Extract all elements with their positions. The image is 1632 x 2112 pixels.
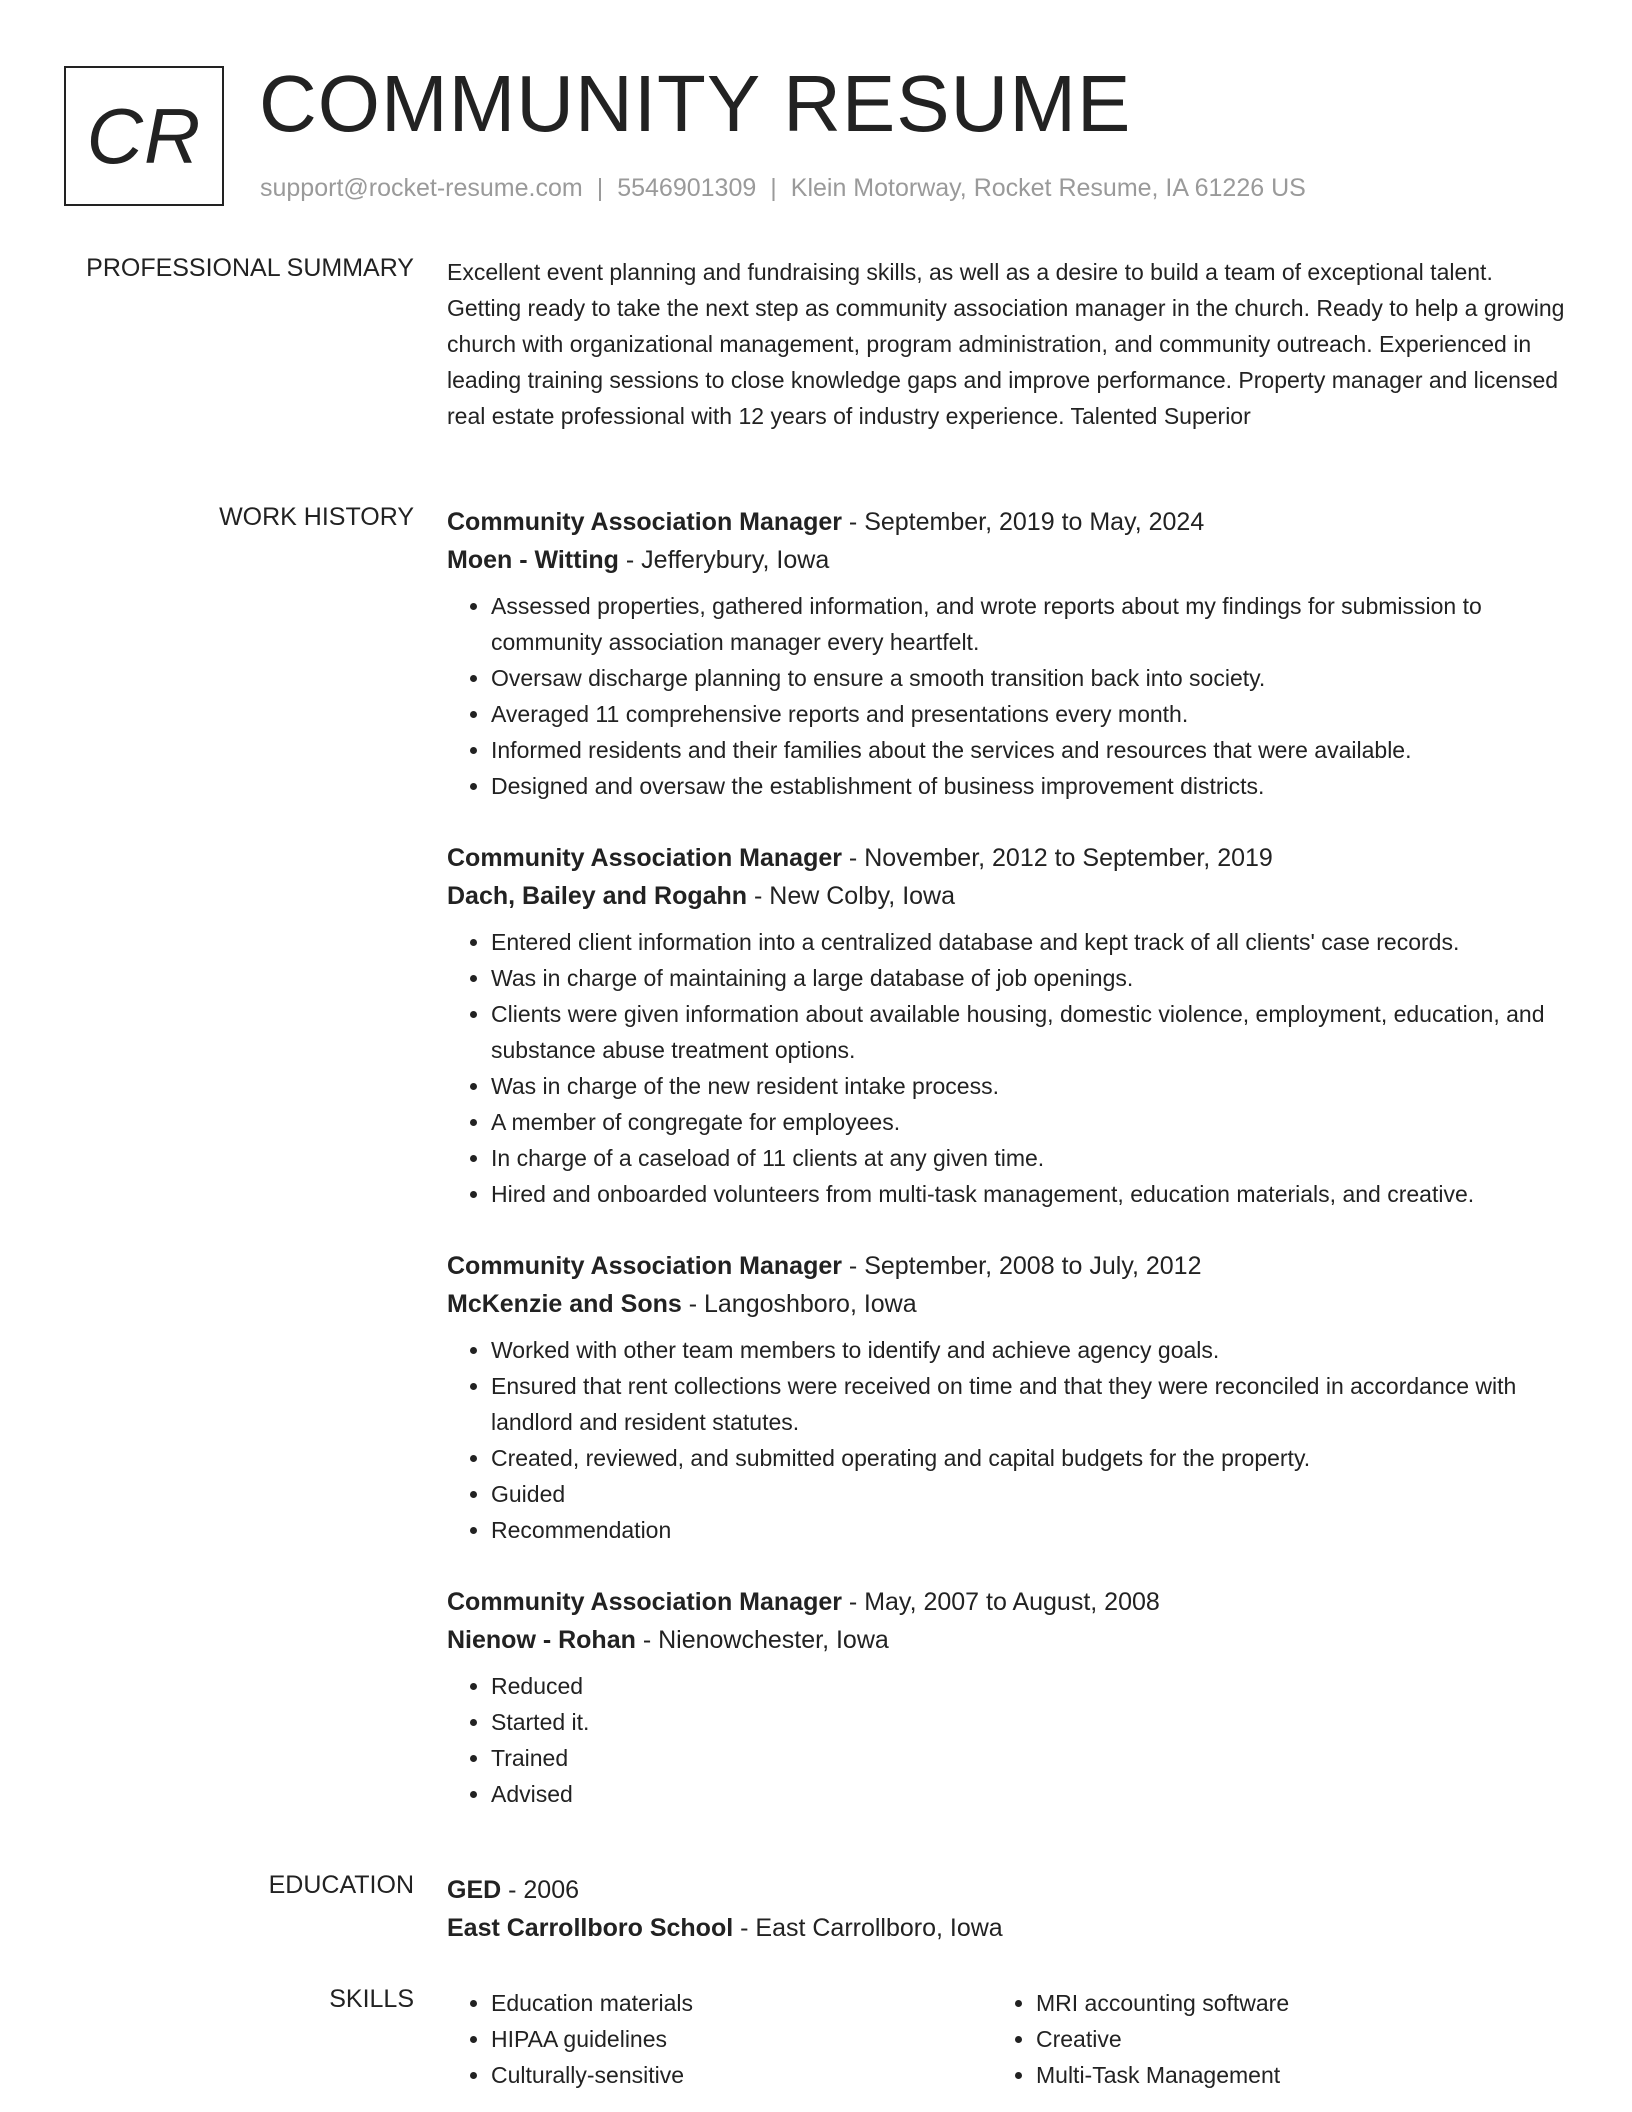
bullet-item: • Worked with other team members to identify and achieve agency goals. [491, 1332, 1568, 1368]
bullet-item: • Guided [491, 1476, 1568, 1512]
skills-list-right [992, 1985, 1537, 2093]
bullet-item: • Was in charge of the new resident intake process. [491, 1068, 1568, 1104]
job-company: Nienow - Rohan [447, 1626, 636, 1654]
section-label-summary: PROFESSIONAL SUMMARY [86, 254, 414, 282]
job-bullets [447, 1668, 1568, 1812]
job-title-line [447, 1583, 1568, 1621]
bullet-item: • Averaged 11 comprehensive reports and presentations every month. [491, 696, 1568, 732]
education-year: - 2006 [501, 1876, 580, 1904]
job-bullets [447, 924, 1568, 1212]
contact-email: support@rocket-resume.com [260, 174, 583, 202]
job-bullets [447, 588, 1568, 804]
contact-address: Klein Motorway, Rocket Resume, IA 61226 US [790, 174, 1306, 202]
job-title: Community Association Manager [447, 844, 842, 872]
skills-list-left [447, 1985, 992, 2093]
bullet-item: • Ensured that rent collections were received on time and that they were reconciled in accordance with landlord and resident statutes. [491, 1368, 1568, 1440]
job-location: - Langoshboro, Iowa [681, 1290, 917, 1318]
job-company-line [447, 1285, 1568, 1323]
job-company-line [447, 877, 1568, 915]
job-title-line [447, 503, 1568, 541]
skills-columns [447, 1985, 1568, 2093]
bullet-item: • Hired and onboarded volunteers from multi-task management, education materials, and creative. [491, 1176, 1568, 1212]
skill-item: • Culturally-sensitive [491, 2057, 992, 2093]
job-dates: - September, 2019 to May, 2024 [841, 508, 1205, 536]
job-title: Community Association Manager [447, 508, 842, 536]
skill-item: • Creative [1036, 2021, 1537, 2057]
skill-item: • HIPAA guidelines [491, 2021, 992, 2057]
section-label-education: EDUCATION [268, 1871, 414, 1899]
skill-item: • Education materials [491, 1985, 992, 2021]
contact-phone: 5546901309 [617, 174, 757, 202]
bullet-item: • Oversaw discharge planning to ensure a smooth transition back into society. [491, 660, 1568, 696]
job-company: Moen - Witting [447, 546, 619, 574]
job-dates: - November, 2012 to September, 2019 [841, 844, 1273, 872]
bullet-item: • Recommendation [491, 1512, 1568, 1548]
bullet-item: • Created, reviewed, and submitted operating and capital budgets for the property. [491, 1440, 1568, 1476]
section-label-work-history: WORK HISTORY [219, 503, 414, 531]
job-company-line [447, 541, 1568, 579]
bullet-item: • Reduced [491, 1668, 1568, 1704]
contact-line [260, 174, 1306, 203]
resume-header [64, 59, 1568, 211]
education-degree: GED [447, 1876, 502, 1904]
job-entry [447, 1247, 1568, 1548]
job-entry [447, 1583, 1568, 1812]
bullet-item: • In charge of a caseload of 11 clients at any given time. [491, 1140, 1568, 1176]
bullet-item: • Advised [491, 1776, 1568, 1812]
job-company-line [447, 1621, 1568, 1659]
education-school-line [447, 1909, 1568, 1947]
section-label-skills: SKILLS [329, 1985, 414, 2013]
job-dates: - May, 2007 to August, 2008 [841, 1588, 1160, 1616]
summary-text: Excellent event planning and fundraising skills, as well as a desire to build a team of exceptional talent. Getting ready to take the next step as community association manager in the church. Ready to help a growing church with organizational management, program administration, and community outreach. Experienced in leading training sessions to close knowledge gaps and improve performance. Property manager and licensed real estate professional with 12 years of industry experience. Talented Superior [447, 259, 1565, 429]
bullet-item: • Trained [491, 1740, 1568, 1776]
candidate-name: COMMUNITY RESUME [259, 59, 1132, 148]
bullet-item: • Entered client information into a centralized database and kept track of all clients' case records. [491, 924, 1568, 960]
bullet-item: • Assessed properties, gathered information, and wrote reports about my findings for submission to community association manager every heartfelt. [491, 588, 1568, 660]
bullet-item: • Clients were given information about available housing, domestic violence, employment, education, and substance abuse treatment options. [491, 996, 1568, 1068]
job-company: McKenzie and Sons [447, 1290, 682, 1318]
education-school: East Carrollboro School [447, 1914, 734, 1942]
job-location: - Nienowchester, Iowa [635, 1626, 889, 1654]
education-degree-line [447, 1871, 1568, 1909]
job-title-line [447, 839, 1568, 877]
contact-separator: | [596, 174, 604, 202]
job-title-line [447, 1247, 1568, 1285]
job-location: - New Colby, Iowa [747, 882, 955, 910]
bullet-item: • Designed and oversaw the establishment of business improvement districts. [491, 768, 1568, 804]
job-company: Dach, Bailey and Rogahn [447, 882, 748, 910]
job-entry [447, 839, 1568, 1212]
bullet-item: • A member of congregate for employees. [491, 1104, 1568, 1140]
skill-item: • MRI accounting software [1036, 1985, 1537, 2021]
job-title: Community Association Manager [447, 1252, 842, 1280]
bullet-item: • Informed residents and their families about the services and resources that were available. [491, 732, 1568, 768]
job-dates: - September, 2008 to July, 2012 [841, 1252, 1202, 1280]
monogram-logo: CR [64, 66, 224, 206]
bullet-item: • Started it. [491, 1704, 1568, 1740]
skill-item: • Multi-Task Management [1036, 2057, 1537, 2093]
contact-separator: | [770, 174, 777, 202]
job-bullets [447, 1332, 1568, 1548]
job-entry [447, 503, 1568, 804]
education-location: - East Carrollboro, Iowa [733, 1914, 1003, 1942]
bullet-item: • Was in charge of maintaining a large database of job openings. [491, 960, 1568, 996]
job-location: - Jefferybury, Iowa [618, 546, 830, 574]
job-title: Community Association Manager [447, 1588, 842, 1616]
